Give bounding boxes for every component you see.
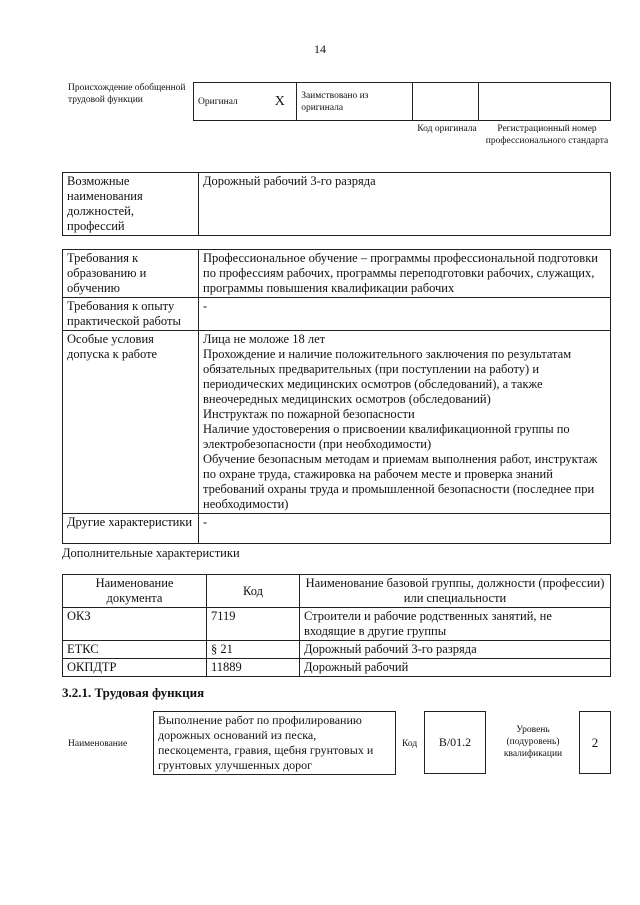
original-code-cell [412,83,478,121]
table-row-cell: Дорожный рабочий 3-го разряда [300,641,611,659]
code-caption: Код оригинала [417,124,477,134]
labor-code-label: Код [402,739,418,749]
reg-caption: Регистрационный номер профессионального стандарта [485,124,609,146]
labor-name-box [153,711,396,775]
req-other-value: - [199,514,611,544]
table-row-cell: ОКЗ [63,608,207,641]
page-number: 14 [314,42,326,56]
header-group: Наименование базовой группы, должности (профессии) или специальности [300,575,611,608]
labor-function-heading: 3.2.1. Трудовая функция [62,685,205,700]
positions-table [62,172,611,236]
requirements-table [62,249,611,544]
table-row-cell: Дорожный рабочий [300,659,611,677]
origin-label: Происхождение обобщенной трудовой функции [68,83,186,105]
labor-level-box [579,711,611,774]
positions-label: Возможные наименования должностей, профессий [63,173,199,236]
labor-name-value: Выполнение работ по профилированию дорожных оснований из песка, пескоцемента, гравия, щебня грунтовых и грунтовых улучшенных дорог [154,712,396,775]
req-conditions-label: Особые условия допуска к работе [63,331,199,514]
original-label: Оригинал [194,83,264,121]
reg-number-cell [479,83,611,121]
borrowed-label: Заимствовано из оригинала [297,83,412,121]
additional-table [62,574,611,677]
req-experience-label: Требования к опыту практической работы [63,298,199,331]
table-row-cell: 7119 [207,608,300,641]
labor-level-label: Уровень (подуровень) квалификации [503,725,563,759]
table-row-cell: § 21 [207,641,300,659]
req-education-label: Требования к образованию и обучению [63,250,199,298]
additional-heading: Дополнительные характеристики [62,546,240,560]
labor-level-value: 2 [580,712,611,774]
header-code: Код [207,575,300,608]
req-conditions-value: Лица не моложе 18 лет Прохождение и наличие положительного заключения по результатам обязательных предварительных (при поступлении на работу) и периодических медицинских осмотров (обследований), а также внеочередных медицинских осмотров (обследований) Инструктаж по пожарной безопасности Наличие удостоверения о присвоении квалификационной группы по электробезопасности (при необходимости) Обучение безопасным методам и приемам выполнения работ, инструктаж по охране труда, стажировка на рабочем месте и проверка знаний требований охраны труда и промышленной безопасности (последнее при необходимости) [199,331,611,514]
req-experience-value: - [199,298,611,331]
labor-code-box [424,711,486,774]
table-row-cell: ЕТКС [63,641,207,659]
table-row-cell: 11889 [207,659,300,677]
req-other-label: Другие характеристики [63,514,199,544]
header-document: Наименование документа [63,575,207,608]
positions-value: Дорожный рабочий 3-го разряда [199,173,611,236]
req-education-value: Профессиональное обучение – программы профессиональной подготовки по профессиям рабочих, программы переподготовки рабочих, служащих, программы повышения квалификации рабочих [199,250,611,298]
original-mark: X [264,83,297,121]
labor-name-label: Наименование [68,739,128,749]
table-row-cell: ОКПДТР [63,659,207,677]
origin-table [193,82,611,121]
table-row-cell: Строители и рабочие родственных занятий, не входящие в другие группы [300,608,611,641]
labor-code-value: B/01.2 [425,712,486,774]
